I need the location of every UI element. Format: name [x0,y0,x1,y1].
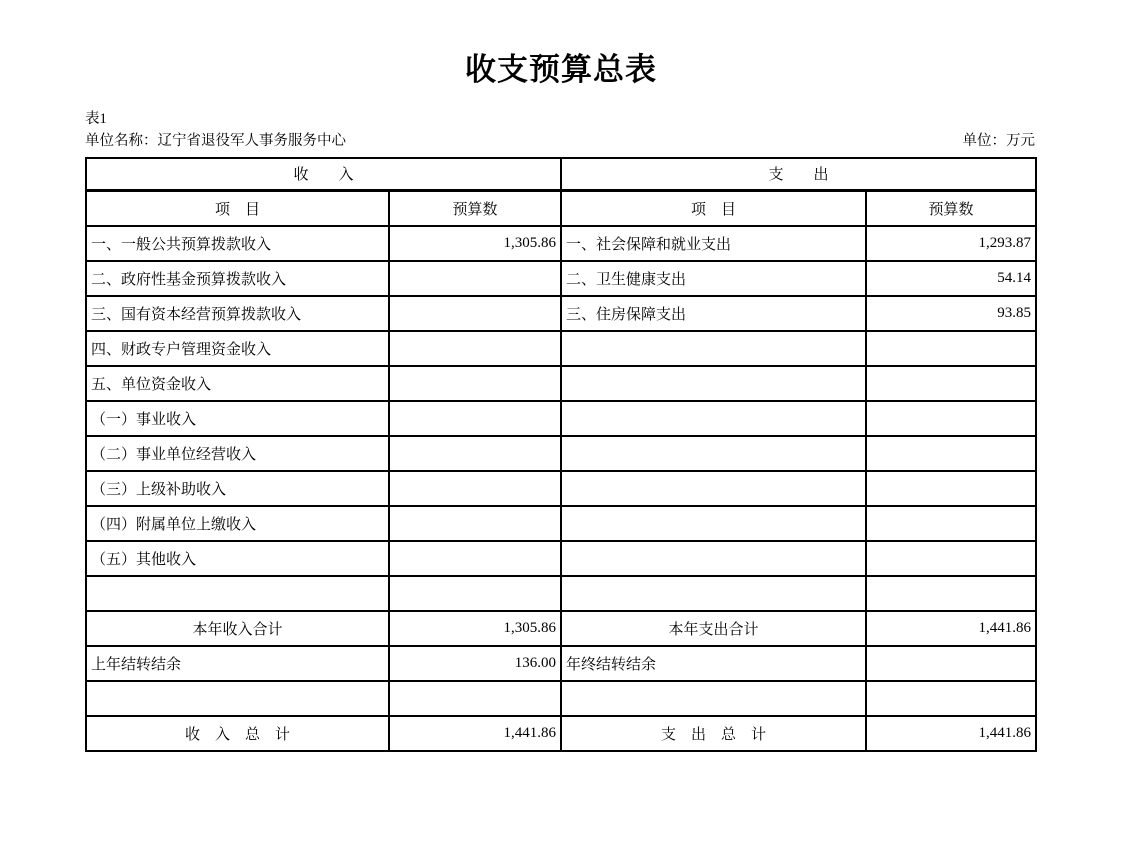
expense-value: 1,441.86 [866,716,1036,751]
income-item: （二）事业单位经营收入 [86,436,389,471]
table-meta [85,110,1035,151]
expense-item [561,541,866,576]
income-item: （一）事业收入 [86,401,389,436]
document-page [0,54,1122,848]
income-value [389,261,561,296]
expense-item: 本年支出合计 [561,611,866,646]
income-item: 一、一般公共预算拨款收入 [86,226,389,261]
income-item [86,681,389,716]
col-header-expense-item: 项 目 [561,191,866,226]
table-row [86,436,1036,471]
col-header-income-item: 项 目 [86,191,389,226]
income-item: 二、政府性基金预算拨款收入 [86,261,389,296]
expense-item: 三、住房保障支出 [561,296,866,331]
expense-value [866,541,1036,576]
table-row [86,646,1036,681]
income-value [389,401,561,436]
table-row [86,226,1036,261]
expense-item: 年终结转结余 [561,646,866,681]
income-item: （三）上级补助收入 [86,471,389,506]
income-value [389,436,561,471]
income-item: 三、国有资本经营预算拨款收入 [86,296,389,331]
income-value: 136.00 [389,646,561,681]
table-row-empty [86,681,1036,716]
income-item: 上年结转结余 [86,646,389,681]
expense-value: 1,293.87 [866,226,1036,261]
budget-summary-table [85,157,1037,752]
expense-item [561,366,866,401]
income-value [389,541,561,576]
expense-value [866,646,1036,681]
table-row-empty [86,576,1036,611]
table-row [86,366,1036,401]
expense-item [561,331,866,366]
income-item: （四）附属单位上缴收入 [86,506,389,541]
expense-item: 支 出 总 计 [561,716,866,751]
income-item: 本年收入合计 [86,611,389,646]
unit-of-measure: 单位：万元 [962,132,1035,149]
table-row-grand-total [86,716,1036,751]
expense-item [561,506,866,541]
expense-value [866,471,1036,506]
expense-item: 一、社会保障和就业支出 [561,226,866,261]
unit-name: 单位名称：辽宁省退役军人事务服务中心 [85,132,346,149]
expense-value [866,401,1036,436]
income-value [389,681,561,716]
expense-item [561,681,866,716]
expense-value: 1,441.86 [866,611,1036,646]
expense-item [561,471,866,506]
column-header-row [86,191,1036,226]
table-row [86,261,1036,296]
income-item [86,576,389,611]
section-header-row [86,158,1036,191]
expense-item [561,436,866,471]
expense-item: 二、卫生健康支出 [561,261,866,296]
expense-value [866,576,1036,611]
page-title: 收支预算总表 [465,52,657,87]
table-row [86,541,1036,576]
income-value: 1,305.86 [389,611,561,646]
income-item: 收 入 总 计 [86,716,389,751]
table-number: 表1 [85,111,107,127]
income-value [389,506,561,541]
expense-value: 93.85 [866,296,1036,331]
expense-item [561,401,866,436]
income-value: 1,305.86 [389,226,561,261]
table-row [86,296,1036,331]
expense-value [866,506,1036,541]
expense-item [561,576,866,611]
income-item: 五、单位资金收入 [86,366,389,401]
income-value: 1,441.86 [389,716,561,751]
income-value [389,331,561,366]
expense-section-header: 支 出 [561,158,1036,191]
expense-value: 54.14 [866,261,1036,296]
income-value [389,366,561,401]
income-section-header: 收 入 [86,158,561,191]
income-item: 四、财政专户管理资金收入 [86,331,389,366]
table-row [86,506,1036,541]
table-row [86,331,1036,366]
col-header-income-budget: 预算数 [389,191,561,226]
income-value [389,576,561,611]
income-value [389,296,561,331]
col-header-expense-budget: 预算数 [866,191,1036,226]
table-row [86,401,1036,436]
expense-value [866,366,1036,401]
table-row [86,471,1036,506]
income-item: （五）其他收入 [86,541,389,576]
expense-value [866,681,1036,716]
table-row-subtotal [86,611,1036,646]
expense-value [866,331,1036,366]
expense-value [866,436,1036,471]
income-value [389,471,561,506]
